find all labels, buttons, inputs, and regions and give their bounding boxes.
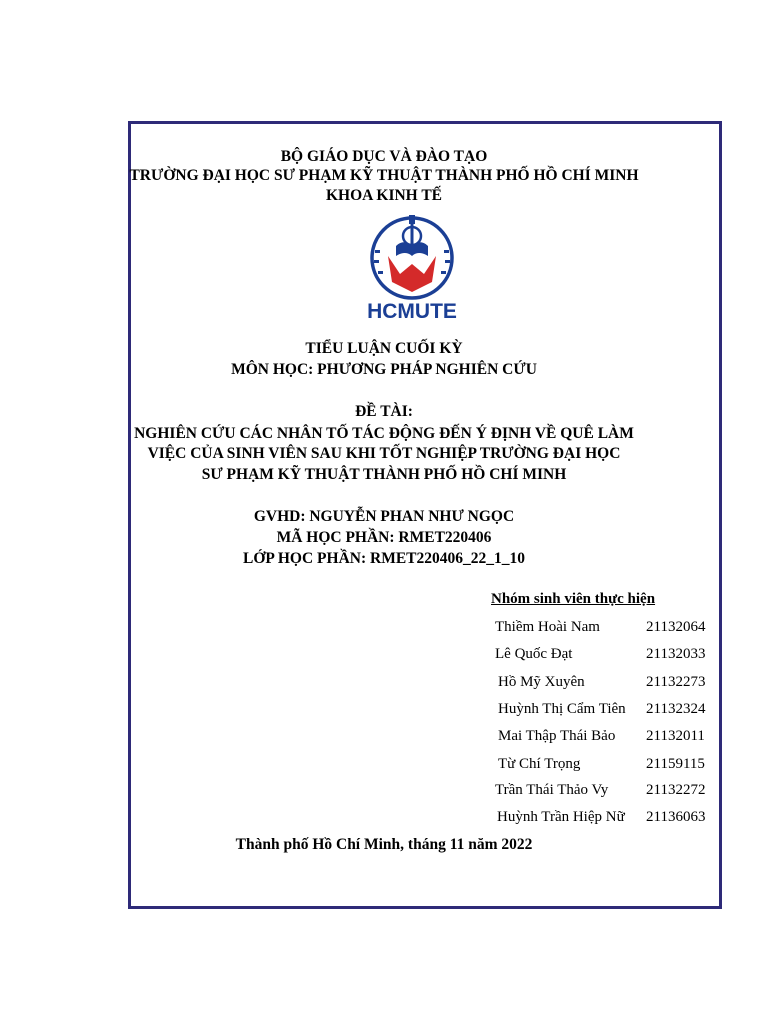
topic-line-3: SƯ PHẠM KỸ THUẬT THÀNH PHỐ HỒ CHÍ MINH [201,466,567,483]
student-id: 21132033 [646,646,706,662]
faculty-title: KHOA KINH TẾ [326,187,442,204]
student-name: Lê Quốc Đạt [495,646,573,662]
student-name: Từ Chí Trọng [498,756,581,772]
place-date: Thành phố Hồ Chí Minh, tháng 11 năm 2022 [235,836,533,853]
essay-type: TIỂU LUẬN CUỐI KỲ [305,340,463,357]
student-id: 21132273 [646,674,706,690]
course-code-line: MÃ HỌC PHẦN: RMET220406 [276,529,492,546]
student-name: Trần Thái Thảo Vy [495,782,609,798]
subject-title: MÔN HỌC: PHƯƠNG PHÁP NGHIÊN CỨU [231,361,537,378]
student-name: Mai Thập Thái Bảo [498,728,616,744]
student-id: 21159115 [646,756,705,772]
student-name: Huỳnh Trần Hiệp Nữ [497,809,625,825]
logo-text: HCMUTE [367,300,457,323]
student-id: 21132064 [646,619,706,635]
topic-line-1: NGHIÊN CỨU CÁC NHÂN TỐ TÁC ĐỘNG ĐẾN Ý ĐỊNH VỀ QUÊ LÀM [134,425,634,442]
university-title: TRƯỜNG ĐẠI HỌC SƯ PHẠM KỸ THUẬT THÀNH PHỐ HỒ CHÍ MINH [129,167,639,184]
ministry-title: BỘ GIÁO DỤC VÀ ĐÀO TẠO [280,148,488,165]
student-id: 21132011 [646,728,705,744]
student-name: Hồ Mỹ Xuyên [498,674,585,690]
student-id: 21132324 [646,701,706,717]
topic-line-2: VIỆC CỦA SINH VIÊN SAU KHI TỐT NGHIỆP TRƯỜNG ĐẠI HỌC [147,445,621,462]
student-id: 21136063 [646,809,706,825]
class-code-line: LỚP HỌC PHẦN: RMET220406_22_1_10 [242,550,525,567]
advisor-line: GVHD: NGUYỄN PHAN NHƯ NGỌC [253,508,515,525]
student-name: Thiềm Hoài Nam [495,619,600,635]
student-id: 21132272 [646,782,706,798]
hcmute-logo [362,212,466,324]
group-title: Nhóm sinh viên thực hiện [491,591,656,607]
student-name: Huỳnh Thị Cẩm Tiên [498,701,626,717]
topic-label: ĐỀ TÀI: [355,403,413,420]
